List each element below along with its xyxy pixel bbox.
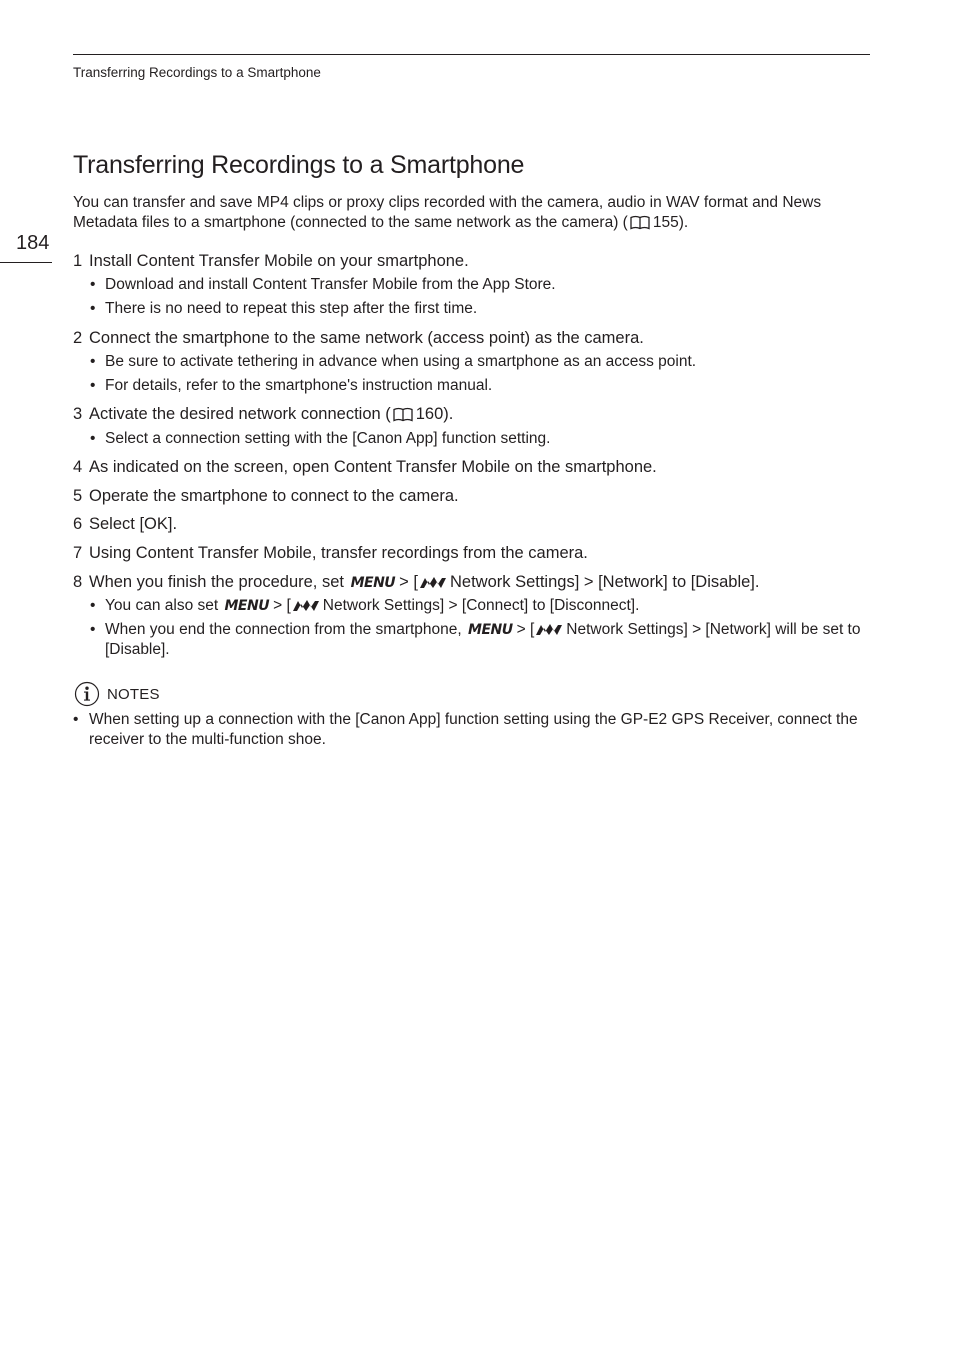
bullet-text-mid: > [ <box>273 597 291 614</box>
network-settings-icon <box>535 622 563 637</box>
bullet-text: Select a connection setting with the [Canon App] function setting. <box>105 430 551 447</box>
step-6 <box>73 514 177 534</box>
step-text: As indicated on the screen, open Content Transfer Mobile on the smartphone. <box>89 458 657 476</box>
step-7 <box>73 543 588 563</box>
intro-text: You can transfer and save MP4 clips or proxy clips recorded with the camera, audio in WAV format and News Metadata files to a smartphone (connected to the same network as the camera) ( <box>73 194 822 231</box>
intro-page-ref[interactable]: 155 <box>652 214 679 231</box>
menu-icon: MENU <box>468 622 513 638</box>
notes-header <box>73 681 160 707</box>
step-3-page-ref[interactable]: 160 <box>415 405 444 423</box>
header-rule <box>73 54 870 55</box>
step-text-mid: > [ <box>399 573 418 591</box>
step-2-bullet-2: • For details, refer to the smartphone's instruction manual. <box>90 376 865 396</box>
bullet-text-pre: When you end the connection from the smartphone, <box>105 621 462 638</box>
step-1-bullet-1: • Download and install Content Transfer Mobile from the App Store. <box>90 275 865 295</box>
step-1 <box>73 251 469 271</box>
step-3-bullet-1: • Select a connection setting with the [Canon App] function setting. <box>90 429 865 449</box>
step-number: 6 <box>73 515 83 533</box>
step-text-pre: When you finish the procedure, set <box>89 573 344 591</box>
menu-icon: MENU <box>350 575 396 591</box>
bullet-text-post: Network Settings] > [Connect] to [Disconnect]. <box>322 597 640 614</box>
step-5 <box>73 486 459 506</box>
page-title: Transferring Recordings to a Smartphone <box>73 151 525 179</box>
step-number: 4 <box>73 458 83 476</box>
step-2 <box>73 328 644 348</box>
step-text-post: Network Settings] > [Network] to [Disable]. <box>449 573 760 591</box>
book-icon <box>630 215 650 230</box>
intro-paragraph <box>73 193 873 233</box>
book-icon <box>393 407 413 422</box>
running-head: Transferring Recordings to a Smartphone <box>73 65 321 80</box>
notes-label: NOTES <box>107 685 160 703</box>
step-text: Install Content Transfer Mobile on your smartphone. <box>89 252 469 270</box>
info-icon <box>73 681 101 707</box>
page-number-rule <box>0 262 52 263</box>
step-3 <box>73 404 453 424</box>
step-number: 5 <box>73 487 83 505</box>
note-text: When setting up a connection with the [Canon App] function setting using the GP-E2 GPS Receiver, connect the receiver to the multi-function shoe. <box>89 711 858 748</box>
step-number: 7 <box>73 544 83 562</box>
step-1-bullet-2: • There is no need to repeat this step after the first time. <box>90 299 865 319</box>
bullet-text-post: Network Settings] > [Network] will be set to [Disable]. <box>105 621 861 658</box>
step-8 <box>73 572 759 593</box>
step-text: Select [OK]. <box>89 515 178 533</box>
bullet-text: Download and install Content Transfer Mobile from the App Store. <box>105 276 556 293</box>
page-number: 184 <box>16 232 50 254</box>
intro-tail: ). <box>678 214 689 231</box>
step-2-bullet-1: • Be sure to activate tethering in advance when using a smartphone as an access point. <box>90 352 865 372</box>
step-8-bullet-2: • When you end the connection from the smartphone, MENU > [ Network Settings] > [Network] will be set to [Disable]. <box>90 620 865 660</box>
step-number: 1 <box>73 252 83 270</box>
step-text: Using Content Transfer Mobile, transfer recordings from the camera. <box>89 544 588 562</box>
bullet-text: For details, refer to the smartphone's instruction manual. <box>105 377 493 394</box>
step-8-bullet-1: • You can also set MENU > [ Network Settings] > [Connect] to [Disconnect]. <box>90 596 865 616</box>
step-text: Connect the smartphone to the same network (access point) as the camera. <box>89 329 644 347</box>
menu-icon: MENU <box>224 598 270 614</box>
step-number: 2 <box>73 329 83 347</box>
step-text: Activate the desired network connection ( <box>89 405 391 423</box>
bullet-text-mid: > [ <box>516 621 535 638</box>
bullet-text <box>105 620 865 660</box>
step-text: Operate the smartphone to connect to the camera. <box>89 487 459 505</box>
step-4 <box>73 457 657 477</box>
network-settings-icon <box>419 575 447 590</box>
step-number: 8 <box>73 573 83 591</box>
network-settings-icon <box>292 598 320 613</box>
bullet-text-pre: You can also set <box>105 597 219 614</box>
note-item: • When setting up a connection with the [Canon App] function setting using the GP-E2 GPS Receiver, connect the receiver to the multi-function shoe. <box>73 710 868 750</box>
step-number: 3 <box>73 405 83 423</box>
bullet-text: Be sure to activate tethering in advance when using a smartphone as an access point. <box>105 353 697 370</box>
bullet-text <box>105 596 865 616</box>
step-3-tail: ). <box>443 405 454 423</box>
bullet-text: There is no need to repeat this step after the first time. <box>105 300 478 317</box>
